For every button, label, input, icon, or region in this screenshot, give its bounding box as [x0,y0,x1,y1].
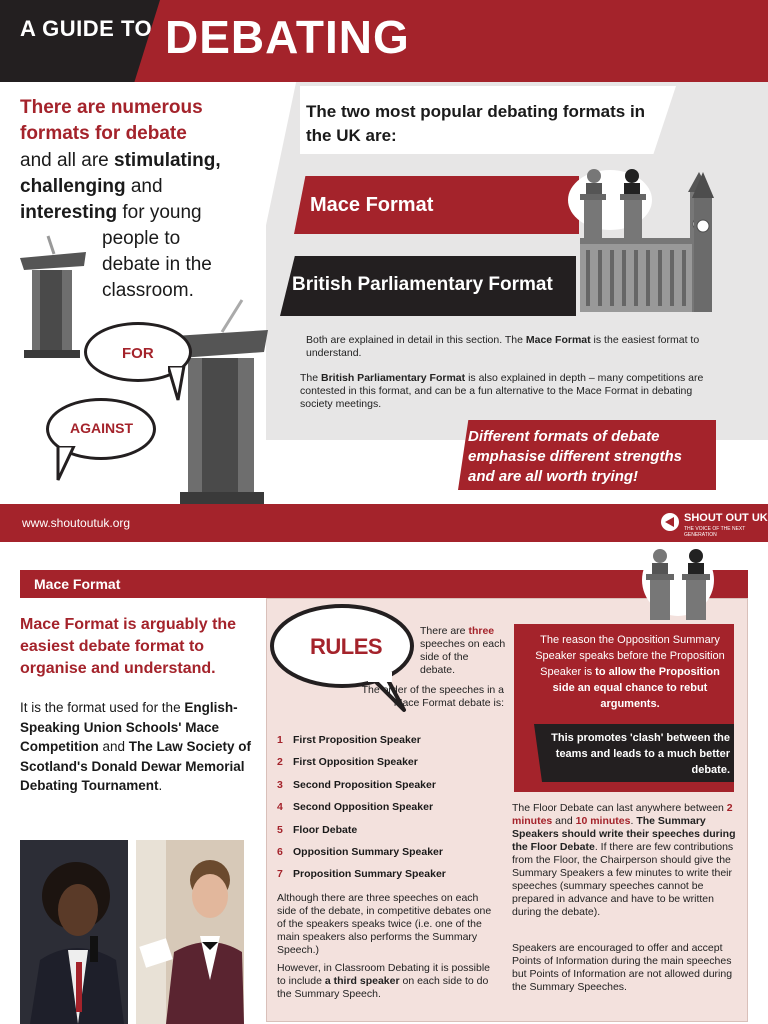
intro-text-3a: interesting [20,202,118,223]
list-item [277,868,517,890]
floor-d: 10 minutes [575,815,631,827]
mace-used-text [20,698,260,796]
floor-b: 2 minutes [512,802,733,827]
intro-text-4: people to [102,228,181,249]
list-item-number: 6 [277,845,283,858]
three-speeches-c: speeches on each side of the debate. [420,638,506,676]
intro-text-2b: and [125,176,163,197]
floor-e: . [630,815,637,827]
list-item-number: 5 [277,823,283,836]
reason-a: The reason the Opposition Summary Speaker speaks before the Proposition Speaker is [535,634,725,678]
both-explained-b: Mace Format [525,334,591,346]
list-item-number: 3 [277,778,283,791]
bp-explained-text [300,372,720,411]
however-c: on each side to do the Summary Speech. [277,975,489,1000]
list-item-label: Opposition Summary Speaker [293,845,443,858]
although-text: Although there are three speeches on each side of the debate, in competitive debates one of the speakers speaks twice (i.e. one of the main speakers also performs the Summary Speech.) [277,892,492,956]
big-ben-icon [690,172,716,312]
list-item [277,734,517,756]
mace-used-e: . [158,778,163,793]
list-item-number: 2 [277,756,283,769]
list-item-label: First Proposition Speaker [293,734,421,746]
reason-b: to allow the Proposition side an equal chance to rebut arguments. [552,666,720,710]
debaters-icon [640,544,716,622]
page-title: DEBATING [165,11,410,63]
shout-out-logo-icon [660,512,680,532]
intro-heading-line2: formats for debate [20,123,187,144]
list-item-number: 7 [277,868,283,881]
student-speaker-photo [136,840,244,1024]
list-item-label: Second Opposition Speaker [293,801,434,814]
reason-text [530,632,730,712]
both-explained-text [306,334,716,360]
however-a: However, in Classroom Debating it is possible to include [277,962,491,987]
list-item-label: Proposition Summary Speaker [293,868,446,881]
floor-f: The Summary Speakers should write their speeches during the Floor Debate [512,815,736,853]
mace-section-title: Mace Format [34,576,121,592]
bp-explained-b: British Parliamentary Format [321,372,466,384]
three-speeches-text [420,625,506,677]
intro-text-3b: for young [117,202,202,223]
list-item-label: Floor Debate [293,823,358,836]
both-explained-c: is the easiest format to understand. [306,334,700,359]
list-item [277,846,517,868]
floor-g: . If there are few contributions from the Floor, the Chairperson should give the Summary Speakers a few minutes to write their speeches (summary speeches cannot be prepared in advance and have to be written during the debate). [512,841,734,918]
logo-text: SHOUT OUT UK [684,512,768,524]
however-text [277,962,497,1001]
three-speeches-a: There are [420,625,466,637]
mace-section-band [20,570,748,598]
bp-explained-c: is also explained in depth – many competitions are contested in this format, and can be a fun alternative to the Mace Format in debating society meetings. [300,372,704,410]
floor-a: The Floor Debate can last anywhere between [512,802,727,814]
british-parliamentary-label: British Parliamentary Format [292,274,553,295]
speech-bubble-icon [54,446,78,482]
list-item-label: Second Proposition Speaker [293,778,436,791]
intro-text-1b: stimulating, [114,150,221,171]
list-item-number: 4 [277,801,283,814]
mace-used-d: The Law Society of Scotland's Donald Dewar Memorial Debating Tournament [20,739,252,793]
intro-text-6: classroom. [102,280,194,301]
list-item [277,756,517,778]
list-item [277,801,517,823]
bp-explained-a: The [300,372,322,384]
mace-format-label: Mace Format [310,194,434,216]
against-label: AGAINST [70,420,133,436]
list-item [277,779,517,801]
speech-bubble-icon [168,366,192,402]
list-item-number: 1 [277,734,283,746]
student-speaker-photo [20,840,128,1024]
formats-intro: The two most popular debating formats in the UK are: [306,102,646,145]
mace-used-a: It is the format used for the [20,700,185,715]
intro-text-2a: challenging [20,176,126,197]
mace-used-c: and [98,739,129,754]
however-b: a third speaker [324,975,400,987]
clash-text: This promotes 'clash' between the teams and leads to a much better debate. [551,732,730,776]
speech-order-list [277,734,517,891]
mace-used-b: English-Speaking Union Schools' Mace Competition [20,700,238,754]
points-of-information-text: Speakers are encouraged to offer and accept Points of Information during the main speeches but Points of Information are not allowed during the Summary Speeches. [512,942,733,993]
logo-subtitle: THE VOICE OF THE NEXT GENERATION [684,526,746,538]
list-item-label: First Opposition Speaker [293,756,418,769]
intro-heading [20,95,250,147]
different-formats-text: Different formats of debate emphasise different strengths and are all worth trying! [468,428,682,485]
for-label: FOR [122,345,154,362]
three-speeches-b: three [468,625,495,637]
mace-arguably-heading: Mace Format is arguably the easiest debate format to organise and understand. [20,616,237,677]
site-url-link[interactable]: www.shoutoutuk.org [22,516,131,530]
floor-debate-text [512,802,738,919]
rules-label: RULES [310,634,383,659]
list-item [277,824,517,846]
podium-icon [172,296,272,510]
intro-text-5: debate in the [102,254,212,275]
floor-c: and [552,815,576,827]
podium-icon [18,232,90,360]
intro-heading-line1: There are numerous [20,97,203,118]
order-text: The order of the speeches in a Mace Format debate is: [361,684,504,709]
both-explained-a: Both are explained in detail in this section. The [306,334,526,346]
intro-text-1a: and all are [20,150,115,171]
guide-label: A GUIDE TO [20,16,153,41]
